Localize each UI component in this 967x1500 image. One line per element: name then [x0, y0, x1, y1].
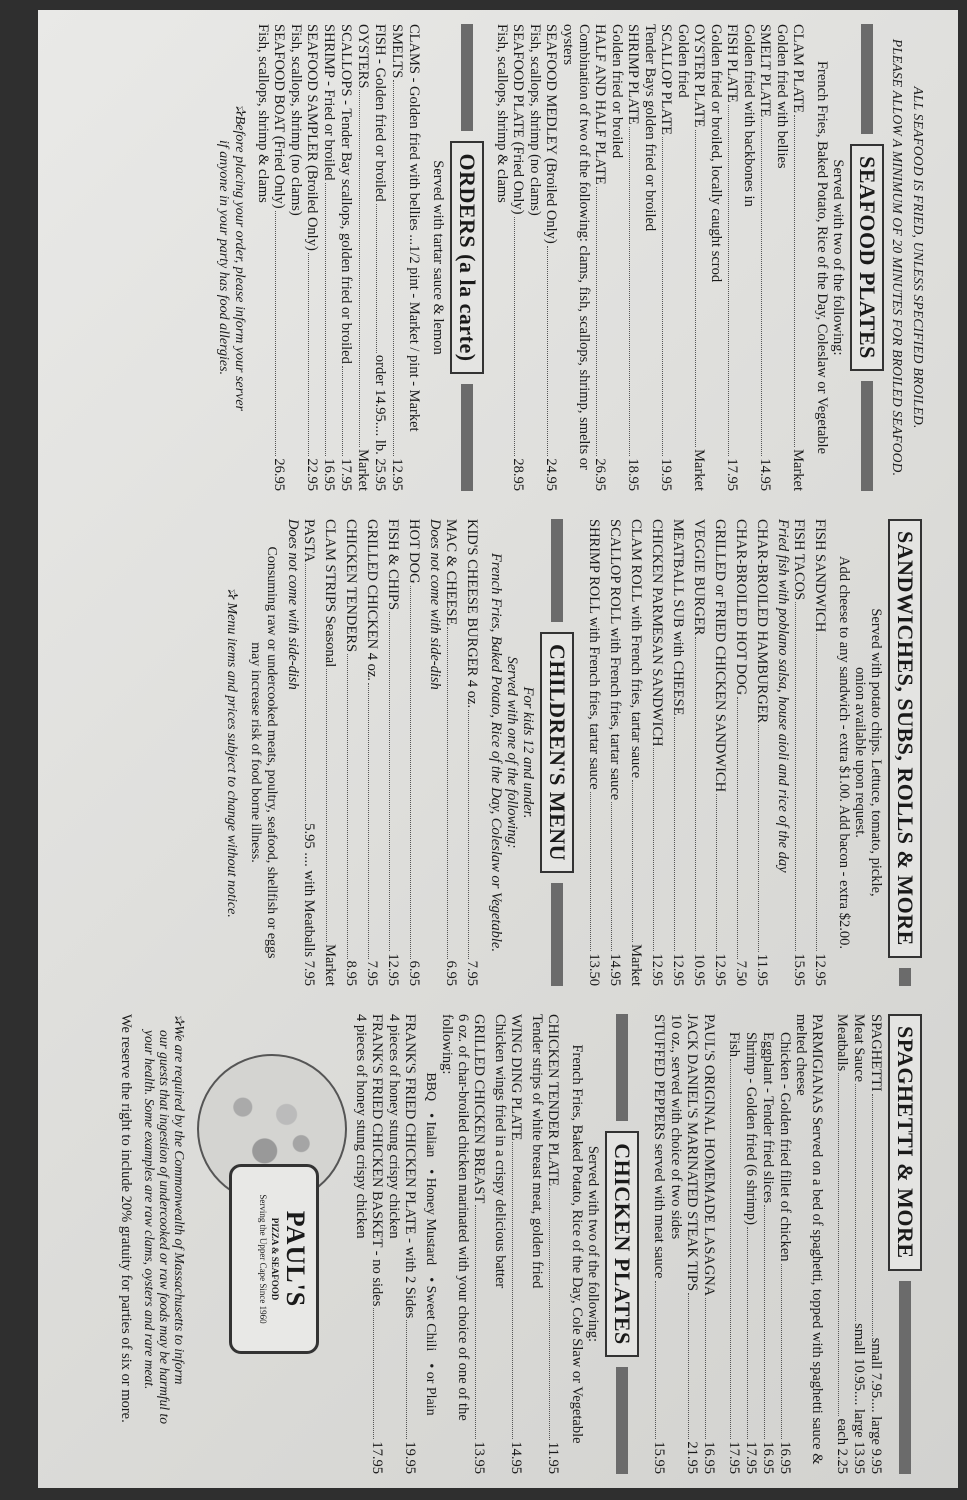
menu-item: SEAFOOD SAMPLER (Broiled Only) 22.95 Fish, scallops, shrimp (no clams)	[288, 24, 320, 491]
massachusetts-notice-3: your health. Some examples are raw clams, oysters and rare meat.	[142, 1030, 157, 1390]
logo-tagline: PIZZA & SEAFOOD	[270, 1217, 280, 1301]
sandwiches-title: SANDWICHES, SUBS, ROLLS & MORE	[888, 519, 922, 958]
menu-item: MEATBALL SUB with CHEESE 12.95	[670, 519, 686, 986]
menu-item: FRANK'S FRIED CHICKEN BASKET - no sides 17.95 4 pieces of honey stung crispy chicken	[353, 1014, 385, 1474]
menu-item: FISH - Golden fried or broiled order 14.95.... lb. 25.95	[372, 24, 388, 491]
menu-item: FISH PLATE 17.95 Golden fried or broiled, locally caught scrod	[708, 24, 740, 491]
menu-item: GRILLED CHICKEN 4 oz. 7.95	[364, 519, 380, 986]
menu-item: STUFFED PEPPERS served with meat sauce 15.95	[651, 1014, 667, 1474]
logo-badge	[229, 1164, 319, 1354]
chicken-subtitle-2: French Fries, Baked Potato, Rice of the Day, Cole Slaw or Vegetable	[569, 1044, 585, 1444]
chicken-list	[353, 1014, 561, 1474]
children-subtitle-2: Served with one of the following:	[504, 656, 520, 849]
allergy-notice-2: if anyone in your party has food allergies.	[216, 139, 231, 376]
menu-item: FISH SANDWICH 12.95	[812, 519, 828, 986]
menu-sheet	[38, 10, 958, 1488]
menu-item: Meatballs each 2.25	[834, 1014, 850, 1474]
menu-item: SEAFOOD BOAT (Fried Only) 26.95 Fish, scallops, shrimp & clams	[255, 24, 287, 491]
menu-item: CLAM STRIPS Seasonal Market	[322, 519, 338, 986]
menu-item: WING DING PLATE 14.95 Chicken wings fried in a crispy delicious batter	[492, 1014, 524, 1474]
broiled-warning: PLEASE ALLOW A MINIMUM OF 20 MINUTES FOR BROILED SEAFOOD.	[890, 38, 905, 477]
column-seafood	[38, 10, 958, 505]
menu-item: CHAR-BROILED HOT DOG 7.50	[733, 519, 749, 986]
menu-item: SHRIMP PLATE 18.95 Golden fried or broiled	[609, 24, 641, 491]
menu-item: FISH & CHIPS 12.95	[385, 519, 401, 986]
orders-header	[450, 24, 484, 491]
menu-item: SEAFOOD PLATE (Fried Only) 28.95 Fish, scallops, shrimp & clams	[494, 24, 526, 491]
menu-item: PASTA 5.95 .... with Meatballs 7.95 Does not come with side-dish	[285, 519, 317, 986]
gratuity-notice: We reserve the right to include 20% gratuity for parties of six or more.	[118, 1014, 134, 1423]
parmigiana-header: PARMIGIANAS Served on a bed of spaghetti, topped with spaghetti sauce & melted cheese	[793, 1014, 825, 1465]
seafood-list	[494, 24, 806, 491]
menu-item: GRILLED CHICKEN BREAST 13.95 6 oz. of char-broiled chicken marinated with your choice of one of the following:	[439, 1014, 487, 1474]
children-list	[285, 519, 480, 986]
chicken-subtitle-1: Served with two of the following:	[585, 1145, 601, 1343]
raw-food-warning-1: Consuming raw or undercooked meats, poultry, seafood, shellfish or eggs	[264, 546, 279, 959]
menu-item: SCALLOPS - Tender Bay scallops, golden fried or broiled 17.95	[338, 24, 354, 491]
children-title: CHILDREN'S MENU	[540, 632, 574, 873]
menu-item: VEGGIE BURGER 10.95	[691, 519, 707, 986]
menu-item: PAUL'S ORIGINAL HOMEMADE LASAGNA 16.95	[701, 1014, 717, 1474]
sauce-options: BBQ • Italian • Honey Mustard • Sweet Chili • or Plain	[423, 1072, 438, 1416]
chicken-title: CHICKEN PLATES	[605, 1131, 639, 1357]
sandwiches-list	[586, 519, 828, 986]
menu-item: SHRIMP - Fried or broiled 16.95	[321, 24, 337, 491]
seafood-subtitle-1: Served with two of the following:	[830, 159, 846, 356]
sandwiches-subtitle-2: onion available upon request.	[852, 667, 868, 838]
menu-item: HALF AND HALF PLATE 26.95 Combination of two of the following: clams, fish, scallops, shrimp, smelts or oysters	[560, 24, 608, 491]
pauls-logo	[197, 1014, 347, 1474]
menu-item: SPAGHETTI small 7.95.... large 9.95	[868, 1014, 884, 1474]
sandwiches-header	[888, 519, 922, 986]
massachusetts-notice-1: ✰We are required by the Commonwealth of Massachusetts to inform	[172, 1014, 187, 1385]
massachusetts-notice-2: our guests that ingestion of undercooked or raw foods may be harmful to	[157, 1030, 172, 1424]
menu-item: FISH TACOS 15.95 Fried fish with poblano salsa, house aioli and rice of the day	[775, 519, 807, 986]
sandwiches-subtitle-1: Served with potato chips. Lettuce, tomato, pickle,	[868, 608, 884, 897]
sandwiches-subtitle-3: Add cheese to any sandwich - extra $1.00. Add bacon - extra $2.00.	[836, 556, 852, 949]
orders-list	[255, 24, 422, 491]
menu-item: SMELT PLATE 14.95 Golden fried with backbones in	[741, 24, 773, 491]
column-sandwiches	[38, 505, 958, 1000]
menu-item: GRILLED or FRIED CHICKEN SANDWICH 12.95	[712, 519, 728, 986]
orders-title: ORDERS (a la carte)	[450, 141, 484, 373]
menu-item: SHRIMP ROLL with French fries, tartar sauce 13.50	[586, 519, 602, 986]
children-subtitle-1: For kids 12 and under.	[520, 686, 536, 819]
spaghetti-list	[651, 1014, 884, 1474]
menu-item: SMELTS 12.95	[389, 24, 405, 491]
allergy-notice-1: ✰Before placing your order, please inform your server	[232, 104, 247, 411]
menu-item: SEAFOOD MEDLEY (Broiled Only) 24.95 Fish, scallops, shrimp (no clams)	[527, 24, 559, 491]
menu-item: OYSTER PLATE Market Golden fried	[675, 24, 707, 491]
menu-item: CHAR-BROILED HAMBURGER 11.95	[754, 519, 770, 986]
seafood-header	[850, 24, 884, 491]
children-subtitle-3: French Fries, Baked Potato, Rice of the Day, Coleslaw or Vegetable.	[488, 553, 504, 952]
spaghetti-header	[888, 1014, 922, 1474]
children-header	[540, 519, 574, 986]
menu-item: FRANK'S FRIED CHICKEN PLATE - with 2 Sides 19.95 4 pieces of honey stung crispy chicken	[386, 1014, 418, 1474]
price-change-notice: ✰ Menu items and prices subject to change without notice.	[224, 587, 239, 918]
chicken-header	[605, 1014, 639, 1474]
fried-warning: ALL SEAFOOD IS FRIED, UNLESS SPECIFIED BROILED.	[911, 86, 926, 429]
menu-item: Fish 17.95	[726, 1032, 742, 1474]
menu-item: Eggplant - Tender fried slices 16.95	[760, 1032, 776, 1474]
orders-subtitle: Served with tartar sauce & lemon	[430, 160, 446, 355]
menu-item: HOT DOG 6.95	[406, 519, 422, 986]
menu-item: CLAMS - Golden fried with bellies ...1/2 pint - Market / pint - Market	[406, 24, 422, 432]
raw-food-warning-2: may increase risk of food borne illness.	[248, 642, 263, 863]
menu-content	[38, 10, 958, 1488]
menu-item: Chicken - Golden fried fillet of chicken 16.95	[777, 1032, 793, 1474]
menu-item: OYSTERS Market	[355, 24, 371, 491]
menu-item: CHICKEN TENDER PLATE 11.95 Tender strips of white breast meat, golden fried	[529, 1014, 561, 1474]
menu-item: JACK DANIEL'S MARINATED STEAK TIPS 21.95 10 oz., served with choice of two sides	[668, 1014, 700, 1474]
menu-item: Shrimp - Golden fried (6 shrimp) 17.95	[743, 1032, 759, 1474]
seafood-subtitle-2: French Fries, Baked Potato, Rice of the Day, Coleslaw or Vegetable	[814, 60, 830, 454]
logo-since: Serving the Upper Cape Since 1960	[258, 1194, 268, 1324]
menu-item: CLAM ROLL with French fries, tartar sauce Market	[628, 519, 644, 986]
spaghetti-title: SPAGHETTI & MORE	[888, 1014, 922, 1271]
menu-item: CHICKEN TENDERS 8.95	[343, 519, 359, 986]
menu-item: CHICKEN PARMESAN SANDWICH 12.95	[649, 519, 665, 986]
menu-item: Meat Sauce small 10.95.... large 13.95	[851, 1014, 867, 1474]
seafood-title: SEAFOOD PLATES	[850, 144, 884, 371]
menu-item: MAC & CHEESE 6.95 Does not come with side-dish	[427, 519, 459, 986]
menu-item: KID'S CHEESE BURGER 4 oz. 7.95	[464, 519, 480, 986]
logo-name: PAUL'S	[281, 1210, 310, 1308]
column-spaghetti-chicken	[38, 1000, 958, 1488]
menu-item: SCALLOP ROLL with French fries, tartar sauce 14.95	[607, 519, 623, 986]
menu-item: SCALLOP PLATE 19.95 Tender Bays golden fried or broiled	[642, 24, 674, 491]
menu-item: CLAM PLATE Market Golden fried with bellies	[774, 24, 806, 491]
